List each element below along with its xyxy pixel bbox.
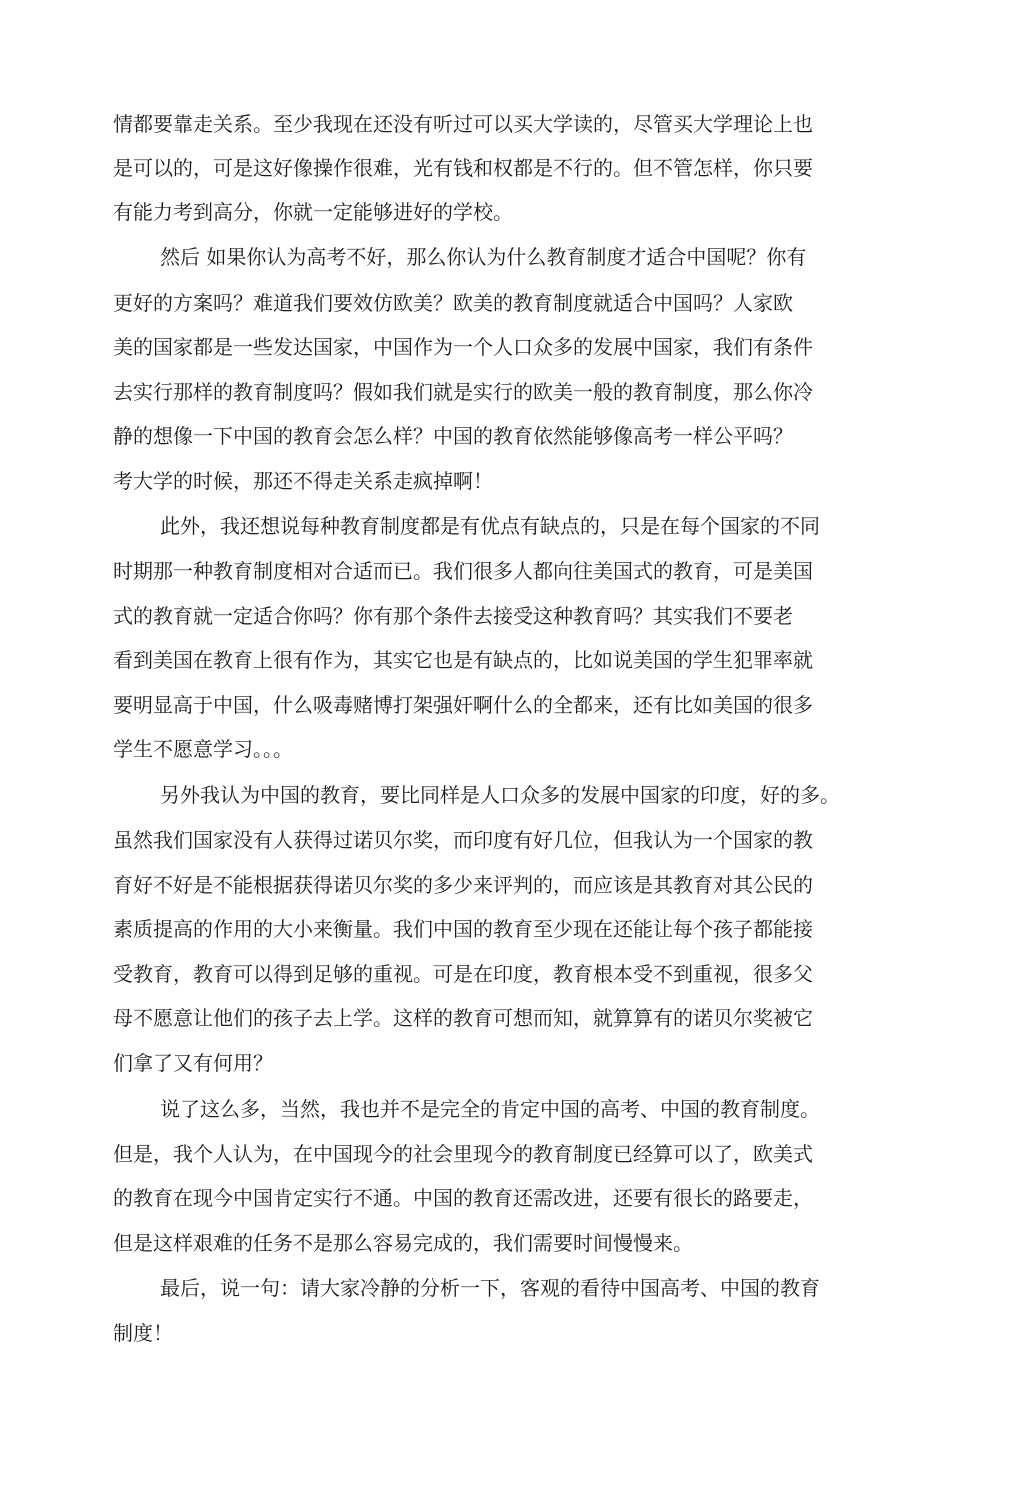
text-line: 虽然我们国家没有人获得过诺贝尔奖，而印度有好几位，但我认为一个国家的教 <box>113 828 813 852</box>
text-line: 情都要靠走关系。至少我现在还没有听过可以买大学读的，尽管买大学理论上也 <box>113 112 813 136</box>
text-line: 此外，我还想说每种教育制度都是有优点有缺点的，只是在每个国家的不同 <box>160 514 820 538</box>
text-line: 另外我认为中国的教育，要比同样是人口众多的发展中国家的印度，好的多。 <box>160 783 840 807</box>
text-line: 是可以的，可是这好像操作很难，光有钱和权都是不行的。但不管怎样，你只要 <box>113 156 813 180</box>
text-line: 式的教育就一定适合你吗？你有那个条件去接受这种教育吗？其实我们不要老 <box>113 604 793 628</box>
text-line: 看到美国在教育上很有作为，其实它也是有缺点的，比如说美国的学生犯罪率就 <box>113 648 813 672</box>
text-line: 去实行那样的教育制度吗？假如我们就是实行的欧美一般的教育制度，那么你冷 <box>113 380 813 404</box>
text-line: 母不愿意让他们的孩子去上学。这样的教育可想而知，就算算有的诺贝尔奖被它 <box>113 1006 813 1030</box>
text-line: 最后，说一句：请大家冷静的分析一下，客观的看待中国高考、中国的教育 <box>160 1276 820 1300</box>
text-line: 有能力考到高分，你就一定能够进好的学校。 <box>113 200 513 224</box>
text-line: 但是这样艰难的任务不是那么容易完成的，我们需要时间慢慢来。 <box>113 1231 693 1255</box>
text-line: 然后 如果你认为高考不好，那么你认为什么教育制度才适合中国呢？你有 <box>160 245 807 269</box>
text-line: 育好不好是不能根据获得诺贝尔奖的多少来评判的，而应该是其教育对其公民的 <box>113 873 813 897</box>
text-line: 素质提高的作用的大小来衡量。我们中国的教育至少现在还能让每个孩子都能接 <box>113 917 813 941</box>
text-line: 要明显高于中国，什么吸毒赌博打架强奸啊什么的全都来，还有比如美国的很多 <box>113 693 813 717</box>
text-line: 的教育在现今中国肯定实行不通。中国的教育还需改进，还要有很长的路要走， <box>113 1186 813 1210</box>
text-line: 静的想像一下中国的教育会怎么样？中国的教育依然能够像高考一样公平吗？ <box>113 424 793 448</box>
text-line: 考大学的时候，那还不得走关系走疯掉啊！ <box>113 469 493 493</box>
text-line: 时期那一种教育制度相对合适而已。我们很多人都向往美国式的教育，可是美国 <box>113 559 813 583</box>
text-line: 美的国家都是一些发达国家，中国作为一个人口众多的发展中国家，我们有条件 <box>113 335 813 359</box>
text-line: 说了这么多，当然，我也并不是完全的肯定中国的高考、中国的教育制度。 <box>160 1097 820 1121</box>
text-line: 学生不愿意学习。。。 <box>113 737 293 761</box>
text-line: 更好的方案吗？难道我们要效仿欧美？欧美的教育制度就适合中国吗？人家欧 <box>113 291 793 315</box>
text-line: 受教育，教育可以得到足够的重视。可是在印度，教育根本受不到重视，很多父 <box>113 962 813 986</box>
text-line: 但是，我个人认为，在中国现今的社会里现今的教育制度已经算可以了，欧美式 <box>113 1142 813 1166</box>
text-line: 们拿了又有何用？ <box>113 1051 273 1075</box>
text-line: 制度！ <box>113 1321 173 1345</box>
